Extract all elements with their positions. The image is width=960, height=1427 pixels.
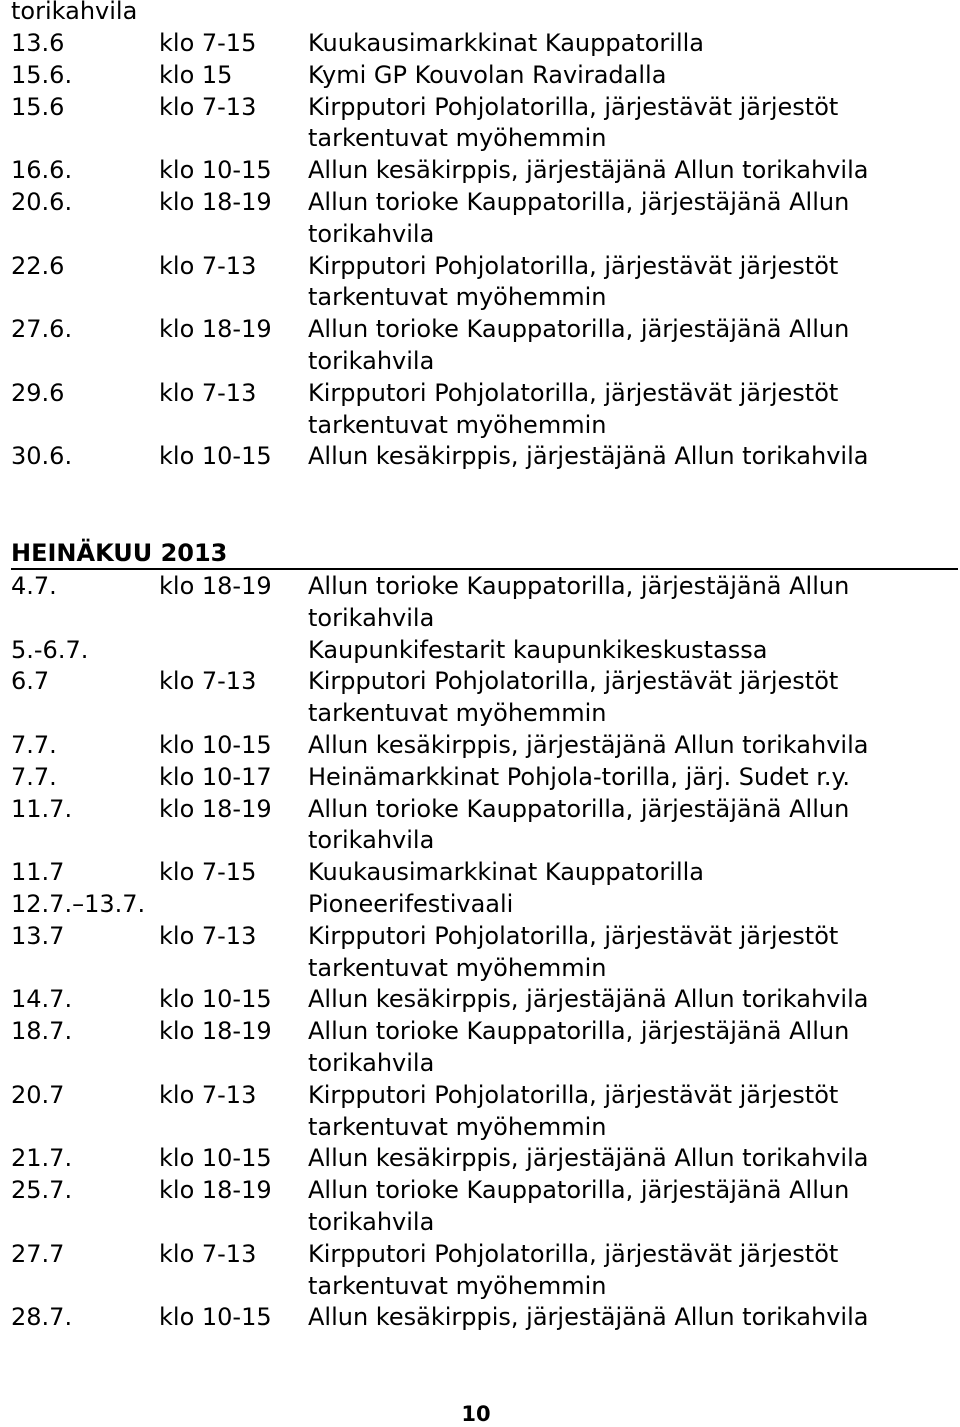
event-row xyxy=(11,1080,956,1144)
event-description: Allun torioke Kauppatorilla, järjestäjänä Allun torikahvila xyxy=(308,572,850,632)
event-time: klo 7-13 xyxy=(159,378,257,407)
event-date: 4.7. xyxy=(11,572,57,600)
event-time: klo 18-19 xyxy=(159,1176,272,1205)
event-date: 29.6 xyxy=(11,378,65,407)
event-description: Kirpputori Pohjolatorilla, järjestävät järjestöt tarkentuvat myöhemmin xyxy=(308,378,839,439)
event-description: Pioneerifestivaali xyxy=(308,889,514,918)
event-row xyxy=(11,1175,956,1239)
event-row xyxy=(11,28,956,60)
event-row xyxy=(11,60,956,92)
event-date: 14.7. xyxy=(11,985,73,1014)
event-description: Allun kesäkirppis, järjestäjänä Allun torikahvila xyxy=(308,1303,869,1332)
event-time: klo 7-13 xyxy=(159,921,257,950)
event-date: 15.6 xyxy=(11,92,65,121)
event-description: Kirpputori Pohjolatorilla, järjestävät järjestöt tarkentuvat myöhemmin xyxy=(308,251,839,312)
event-row xyxy=(11,889,956,921)
july-event-list xyxy=(11,571,956,1334)
event-description: Kymi GP Kouvolan Raviradalla xyxy=(308,60,667,89)
event-description: Allun torioke Kauppatorilla, järjestäjänä Allun torikahvila xyxy=(308,187,850,248)
event-date: 13.6 xyxy=(11,29,65,57)
event-row xyxy=(11,1302,956,1334)
event-description: Kirpputori Pohjolatorilla, järjestävät järjestöt tarkentuvat myöhemmin xyxy=(308,667,839,728)
event-time: klo 18-19 xyxy=(159,572,272,600)
event-description: Allun torioke Kauppatorilla, järjestäjänä Allun torikahvila xyxy=(308,1176,850,1236)
event-description: Allun kesäkirppis, järjestäjänä Allun torikahvila xyxy=(308,1144,869,1173)
event-time: klo 7-13 xyxy=(159,251,257,280)
event-time: klo 10-15 xyxy=(159,985,272,1014)
event-date: 7.7. xyxy=(11,730,57,759)
event-row xyxy=(11,857,956,889)
event-description: Kirpputori Pohjolatorilla, järjestävät järjestöt tarkentuvat myöhemmin xyxy=(308,1239,839,1300)
event-time: klo 7-13 xyxy=(159,92,257,121)
event-row xyxy=(11,155,956,187)
event-time: klo 18-19 xyxy=(159,1017,272,1046)
event-date: 20.6. xyxy=(11,187,73,216)
event-row xyxy=(11,1239,956,1303)
event-description: Kaupunkifestarit kaupunkikeskustassa xyxy=(308,635,768,664)
event-row xyxy=(11,441,956,473)
event-time: klo 18-19 xyxy=(159,315,272,344)
event-time: klo 7-15 xyxy=(159,858,257,887)
event-row xyxy=(11,921,956,985)
event-description: Heinämarkkinat Pohjola-torilla, järj. Sudet r.y. xyxy=(308,762,850,791)
event-description: Allun kesäkirppis, järjestäjänä Allun torikahvila xyxy=(308,156,869,185)
event-description: Kirpputori Pohjolatorilla, järjestävät järjestöt tarkentuvat myöhemmin xyxy=(308,1080,839,1141)
event-description: Kirpputori Pohjolatorilla, järjestävät järjestöt tarkentuvat myöhemmin xyxy=(308,921,839,982)
event-time: klo 10-17 xyxy=(159,762,272,791)
event-description: Kuukausimarkkinat Kauppatorilla xyxy=(308,858,704,887)
event-row xyxy=(11,635,956,667)
event-description: Kuukausimarkkinat Kauppatorilla xyxy=(308,29,704,57)
event-row xyxy=(11,1016,956,1080)
event-date: 21.7. xyxy=(11,1144,73,1173)
event-time: klo 18-19 xyxy=(159,794,272,823)
section-heading-july xyxy=(11,537,958,570)
event-date: 16.6. xyxy=(11,156,73,185)
continued-text: torikahvila xyxy=(11,0,138,25)
event-date: 13.7 xyxy=(11,921,65,950)
event-description: Allun torioke Kauppatorilla, järjestäjänä Allun torikahvila xyxy=(308,315,850,375)
event-row xyxy=(11,314,956,378)
event-row xyxy=(11,1143,956,1175)
event-time: klo 18-19 xyxy=(159,187,272,216)
event-time: klo 10-15 xyxy=(159,730,272,759)
event-description: Kirpputori Pohjolatorilla, järjestävät järjestöt tarkentuvat myöhemmin xyxy=(308,92,839,153)
event-date: 7.7. xyxy=(11,762,57,791)
event-time: klo 7-13 xyxy=(159,1239,257,1268)
event-time: klo 7-15 xyxy=(159,29,257,57)
event-date: 12.7.–13.7. xyxy=(11,889,146,918)
event-date: 27.7 xyxy=(11,1239,65,1268)
event-row xyxy=(11,794,956,858)
event-row xyxy=(11,984,956,1016)
event-row xyxy=(11,666,956,730)
event-date: 15.6. xyxy=(11,60,73,89)
event-row xyxy=(11,571,956,635)
event-time: klo 10-15 xyxy=(159,1303,272,1332)
event-date: 5.-6.7. xyxy=(11,635,89,664)
event-date: 20.7 xyxy=(11,1080,65,1109)
event-row xyxy=(11,251,956,315)
event-time: klo 10-15 xyxy=(159,156,272,185)
june-event-list xyxy=(11,28,956,473)
event-date: 18.7. xyxy=(11,1017,73,1046)
event-date: 27.6. xyxy=(11,315,73,344)
event-row xyxy=(11,762,956,794)
event-description: Allun torioke Kauppatorilla, järjestäjänä Allun torikahvila xyxy=(308,1017,850,1077)
event-date: 28.7. xyxy=(11,1303,73,1332)
event-row xyxy=(11,730,956,762)
event-time: klo 10-15 xyxy=(159,1144,272,1173)
event-time: klo 7-13 xyxy=(159,667,257,696)
event-date: 11.7. xyxy=(11,794,73,823)
page-number: 10 xyxy=(461,1402,491,1426)
event-row xyxy=(11,187,956,251)
event-row xyxy=(11,92,956,156)
event-description: Allun kesäkirppis, järjestäjänä Allun torikahvila xyxy=(308,730,869,759)
event-time: klo 10-15 xyxy=(159,442,272,471)
event-time: klo 15 xyxy=(159,60,233,89)
event-date: 22.6 xyxy=(11,251,65,280)
section-heading-text: HEINÄKUU 2013 xyxy=(11,539,228,567)
event-date: 25.7. xyxy=(11,1176,73,1205)
event-date: 11.7 xyxy=(11,858,65,887)
event-description: Allun kesäkirppis, järjestäjänä Allun torikahvila xyxy=(308,442,869,471)
event-row xyxy=(11,378,956,442)
event-time: klo 7-13 xyxy=(159,1080,257,1109)
event-description: Allun kesäkirppis, järjestäjänä Allun torikahvila xyxy=(308,985,869,1014)
event-description: Allun torioke Kauppatorilla, järjestäjänä Allun torikahvila xyxy=(308,794,850,855)
event-date: 30.6. xyxy=(11,442,73,471)
event-date: 6.7 xyxy=(11,667,50,696)
